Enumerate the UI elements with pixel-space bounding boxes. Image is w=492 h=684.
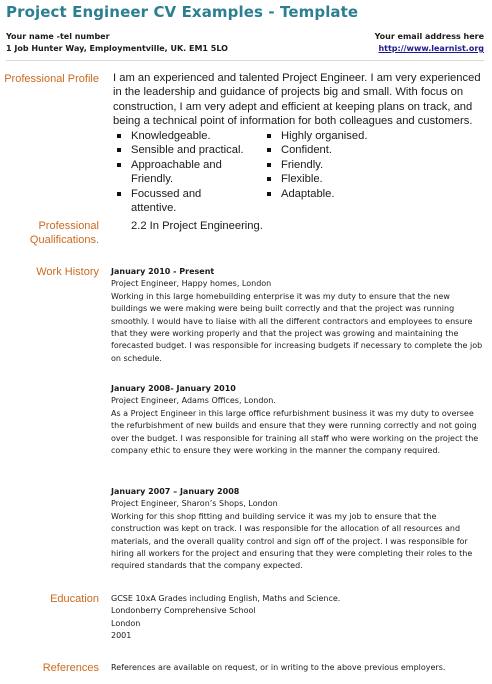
education-heading: Education <box>50 593 99 605</box>
skill-item: Approachable and Friendly. <box>115 158 245 187</box>
education-qualification: GCSE 10xA Grades including English, Maths and Science. <box>111 594 341 603</box>
skill-item: Focussed and attentive. <box>115 187 245 216</box>
skill-item: Adaptable. <box>265 187 415 201</box>
address-line: 1 Job Hunter Way, Employmentville, UK. EM1 5LO <box>6 44 228 53</box>
skills-list-left <box>115 129 245 215</box>
job-entry <box>111 383 485 457</box>
job-date: January 2010 - Present <box>111 267 215 276</box>
references-heading: References <box>42 662 99 674</box>
profile-heading: Professional Profile <box>4 73 99 85</box>
job-date: January 2007 – January 2008 <box>111 487 240 496</box>
work-history-heading: Work History <box>36 266 99 278</box>
skill-item: Highly organised. <box>265 129 415 143</box>
job-role: Project Engineer, Sharon’s Shops, London <box>111 499 278 509</box>
job-date: January 2008- January 2010 <box>111 384 236 393</box>
education-details <box>111 593 340 643</box>
skill-item: Knowledgeable. <box>115 129 245 143</box>
skill-item: Sensible and practical. <box>115 143 245 157</box>
job-entry <box>111 486 485 573</box>
job-description: Working in this large homebuilding enterprise it was my duty to ensure that the new buildings we were making were being built correctly and that the project was running smoothly. I would have to liaise with all the different contractors and employees to ensure that they were working properly and that the project was growing and maintaining the forecasted budget. I was responsible for increasing budgets if necessary to complete the job on schedule. <box>111 291 483 363</box>
education-school: Londonberry Comprehensive School <box>111 606 256 616</box>
job-role: Project Engineer, Adams Offices, London. <box>111 396 276 406</box>
cv-title: Project Engineer CV Examples - Template <box>6 3 359 21</box>
job-description: As a Project Engineer in this large office refurbishment business it was my duty to oversee the refurbishment of new builds and ensure that they were running correctly and not going over the budget. I was responsible for training all staff who were working on the project the company ethic to ensure they were working in the manner the company required. <box>111 408 479 456</box>
email-label: Your email address here <box>374 32 484 41</box>
skills-list-right <box>265 129 415 201</box>
skill-item: Friendly. <box>265 158 415 172</box>
education-year: 2001 <box>111 631 132 641</box>
contact-right <box>375 31 484 55</box>
education-location: London <box>111 618 141 628</box>
skill-item: Flexible. <box>265 172 415 186</box>
qualification-text: 2.2 In Project Engineering. <box>131 220 263 232</box>
profile-summary: I am an experienced and talented Project Engineer. I am very experienced in the leadership and guidance of projects big and small. With focus on construction, I am very adept and efficient at keeping plans on track, and being a technical point of information for both colleagues and customers. <box>113 72 481 128</box>
header-divider <box>6 60 484 61</box>
website-link[interactable]: http://www.learnist.org <box>378 44 484 53</box>
skill-item: Confident. <box>265 143 415 157</box>
job-description: Working for this shop fitting and building service it was my job to ensure that the construction was kept on track. I was responsible for the allocation of all resources and materials, and the overall quality control and sign off of the project. I was responsible for hiring all workers for the project and ensuring that they were completing their roles to the required standards that the company expected. <box>111 511 473 571</box>
job-role: Project Engineer, Happy homes, London <box>111 279 272 289</box>
job-entry <box>111 266 485 365</box>
qualifications-heading <box>30 219 99 247</box>
qualifications-heading-line2: Qualifications. <box>29 234 99 246</box>
references-text: References are available on request, or in writing to the above previous employers. <box>111 663 446 672</box>
contact-left <box>6 31 228 55</box>
qualifications-heading-line1: Professional <box>38 220 99 232</box>
name-phone-line: Your name -tel number <box>6 32 110 41</box>
